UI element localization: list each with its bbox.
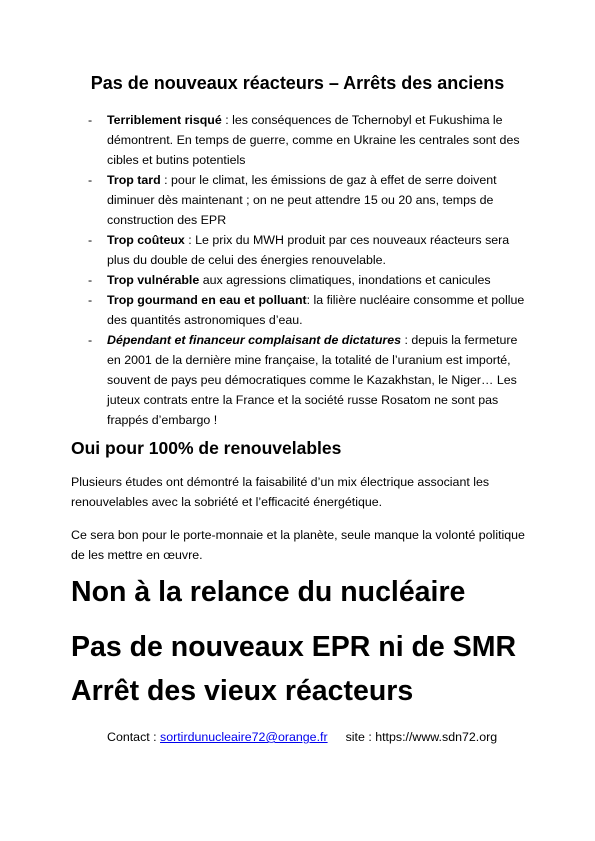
list-item [88, 110, 528, 170]
slogan-line: Pas de nouveaux EPR ni de SMR [71, 631, 517, 663]
bullet-dash: - [88, 273, 93, 287]
item-lead: Trop gourmand en eau et polluant [107, 293, 307, 307]
contact-label: Contact : [107, 730, 161, 744]
item-text: : depuis la fermeture en 2001 de la dernière mine française, la totalité de l’uranium est importé, souvent de pays peu démocratiques comme le Kazakhstan, le Niger… Les juteux contrats entre la France et la société russe Rosatom ne sont pas frappés d’embargo ! [107, 333, 518, 427]
page-title: Pas de nouveaux réacteurs – Arrêts des anciens [90, 73, 505, 93]
list-item [88, 270, 528, 290]
item-text: : Le prix du MWH produit par ces nouveaux réacteurs sera plus du double de celui des énergies renouvelable. [107, 233, 510, 267]
item-text: : pour le climat, les émissions de gaz à effet de serre doivent diminuer dès maintenant ; on ne peut attendre 15 ou 20 ans, temps de construction des EPR [107, 173, 497, 227]
bullet-dash: - [88, 293, 93, 307]
bullet-dash: - [88, 113, 93, 127]
item-text: : la filière nucléaire consomme et pollue des quantités astronomiques d’eau. [107, 293, 525, 327]
item-text: : les conséquences de Tchernobyl et Fukushima le démontrent. En temps de guerre, comme en Ukraine les centrales sont des cibles et butins potentiels [107, 113, 520, 167]
list-item [88, 330, 528, 430]
bullet-dash: - [88, 173, 93, 187]
item-text: aux agressions climatiques, inondations et canicules [199, 273, 491, 287]
arguments-list [88, 110, 528, 430]
bullet-dash: - [88, 233, 93, 247]
list-item [88, 170, 528, 230]
item-lead: Dépendant et financeur complaisant de dictatures [107, 333, 401, 347]
item-lead: Trop vulnérable [107, 273, 200, 287]
list-item [88, 230, 528, 270]
list-item [88, 290, 528, 330]
item-lead: Trop coûteux [107, 233, 185, 247]
slogan-line: Non à la relance du nucléaire [71, 576, 466, 608]
site-text: site : https://www.sdn72.org [345, 730, 498, 744]
paragraph: Ce sera bon pour le porte-monnaie et la planète, seule manque la volonté politique de les mettre en œuvre. [71, 528, 525, 562]
item-lead: Terriblement risqué [107, 113, 222, 127]
bullet-dash: - [88, 333, 93, 347]
slogan-line: Arrêt des vieux réacteurs [71, 675, 414, 707]
paragraph: Plusieurs études ont démontré la faisabilité d’un mix électrique associant les renouvelables avec la sobriété et l’efficacité énergétique. [71, 475, 490, 509]
item-lead: Trop tard [107, 173, 161, 187]
contact-line [107, 728, 497, 746]
section-heading: Oui pour 100% de renouvelables [71, 438, 342, 458]
contact-email-link[interactable]: sortirdunucleaire72@orange.fr [160, 730, 328, 744]
